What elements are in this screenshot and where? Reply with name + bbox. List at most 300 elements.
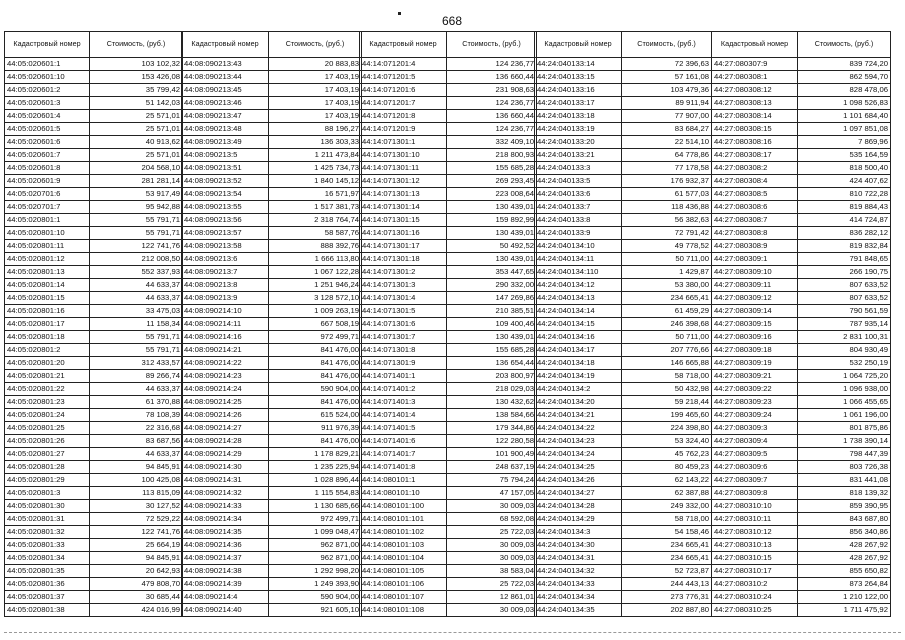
table-row — [5, 409, 183, 422]
table-row — [5, 292, 183, 305]
cadastral-number-cell: 44:05:020701:7 — [5, 201, 90, 214]
cost-cell: 83 684,27 — [622, 123, 712, 136]
cost-cell: 1 425 734,73 — [269, 162, 362, 175]
cost-cell: 147 269,86 — [447, 292, 537, 305]
table-row — [182, 175, 362, 188]
cost-cell: 266 190,75 — [798, 266, 891, 279]
cadastral-number-cell: 44:14:080101:101 — [360, 513, 447, 526]
table-row — [182, 435, 362, 448]
cadastral-number-cell: 44:24:040134:10 — [535, 240, 622, 253]
cadastral-number-cell: 44:14:071301:18 — [360, 253, 447, 266]
cadastral-number-cell: 44:27:080310:15 — [712, 552, 798, 565]
cost-cell: 130 439,01 — [447, 253, 537, 266]
cost-cell: 204 568,10 — [90, 162, 183, 175]
header-cadastral-number: Кадастровый номер — [712, 32, 798, 58]
cadastral-number-cell: 44:24:040134:3 — [535, 526, 622, 539]
cost-cell: 218 800,93 — [447, 149, 537, 162]
cadastral-number-cell: 44:05:020801:17 — [5, 318, 90, 331]
cadastral-number-cell: 44:08:090214:23 — [182, 370, 269, 383]
table-row — [712, 604, 891, 617]
header-cadastral-number: Кадастровый номер — [535, 32, 622, 58]
cadastral-number-cell: 44:24:040133:15 — [535, 71, 622, 84]
table-row — [712, 552, 891, 565]
cost-cell: 50 711,00 — [622, 253, 712, 266]
table-row — [360, 396, 537, 409]
table-row — [360, 71, 537, 84]
table-row — [182, 578, 362, 591]
table-row — [535, 474, 712, 487]
cost-cell: 55 791,71 — [90, 331, 183, 344]
table-row — [712, 149, 891, 162]
cadastral-number-cell: 44:05:020601:8 — [5, 162, 90, 175]
cadastral-number-cell: 44:08:090213:6 — [182, 253, 269, 266]
cost-cell: 479 808,70 — [90, 578, 183, 591]
table-row — [360, 552, 537, 565]
table-row — [535, 578, 712, 591]
table-row — [535, 175, 712, 188]
cadastral-number-cell: 44:27:080310:11 — [712, 513, 798, 526]
cadastral-number-cell: 44:14:080101:104 — [360, 552, 447, 565]
cadastral-number-cell: 44:08:090214:27 — [182, 422, 269, 435]
cadastral-number-cell: 44:14:080101:1 — [360, 474, 447, 487]
table-row — [360, 240, 537, 253]
table-row — [182, 409, 362, 422]
cadastral-number-cell: 44:14:071301:6 — [360, 318, 447, 331]
cadastral-number-cell: 44:24:040133:19 — [535, 123, 622, 136]
cost-cell: 818 500,40 — [798, 162, 891, 175]
cadastral-number-cell: 44:27:080310:17 — [712, 565, 798, 578]
cadastral-number-cell: 44:14:071201:7 — [360, 97, 447, 110]
cost-cell: 59 218,44 — [622, 396, 712, 409]
cadastral-number-cell: 44:14:071401:4 — [360, 409, 447, 422]
cadastral-number-cell: 44:05:020801:15 — [5, 292, 90, 305]
table-row — [360, 344, 537, 357]
cost-cell: 30 685,44 — [90, 591, 183, 604]
cadastral-number-cell: 44:08:090213:5 — [182, 149, 269, 162]
cadastral-number-cell: 44:08:090213:54 — [182, 188, 269, 201]
table-row — [360, 331, 537, 344]
cost-cell: 53 324,40 — [622, 435, 712, 448]
cost-cell: 1 028 896,44 — [269, 474, 362, 487]
cost-cell: 972 499,71 — [269, 513, 362, 526]
cost-cell: 17 403,19 — [269, 97, 362, 110]
table-row — [535, 110, 712, 123]
table-row — [5, 435, 183, 448]
cost-cell: 136 654,44 — [447, 357, 537, 370]
table-row — [360, 578, 537, 591]
cadastral-number-cell: 44:14:071301:5 — [360, 305, 447, 318]
cost-cell: 862 594,70 — [798, 71, 891, 84]
cadastral-number-cell: 44:05:020801:25 — [5, 422, 90, 435]
table-row — [535, 123, 712, 136]
cost-cell: 312 433,57 — [90, 357, 183, 370]
table-row — [182, 279, 362, 292]
table-row — [535, 266, 712, 279]
table-row — [535, 214, 712, 227]
cadastral-number-cell: 44:08:090213:48 — [182, 123, 269, 136]
cost-cell: 855 650,82 — [798, 565, 891, 578]
cost-cell: 203 800,97 — [447, 370, 537, 383]
cost-cell: 40 913,62 — [90, 136, 183, 149]
cost-cell: 22 514,10 — [622, 136, 712, 149]
table-row — [712, 97, 891, 110]
cadastral-number-cell: 44:24:040133:14 — [535, 58, 622, 71]
cost-cell: 281 281,14 — [90, 175, 183, 188]
table-row — [182, 58, 362, 71]
cost-cell: 58 718,00 — [622, 370, 712, 383]
cadastral-number-cell: 44:08:090214:10 — [182, 305, 269, 318]
cadastral-number-cell: 44:27:080307:9 — [712, 58, 798, 71]
cadastral-number-cell: 44:27:080308:5 — [712, 188, 798, 201]
cadastral-number-cell: 44:24:040134:32 — [535, 565, 622, 578]
cadastral-number-cell: 44:27:080309:22 — [712, 383, 798, 396]
cost-cell: 224 398,80 — [622, 422, 712, 435]
cost-cell: 49 778,52 — [622, 240, 712, 253]
cadastral-number-cell: 44:27:080309:21 — [712, 370, 798, 383]
cadastral-number-cell: 44:27:080309:19 — [712, 357, 798, 370]
cost-cell: 790 561,59 — [798, 305, 891, 318]
table-row — [712, 357, 891, 370]
cadastral-number-cell: 44:05:020801:36 — [5, 578, 90, 591]
table-row — [712, 188, 891, 201]
cadastral-number-cell: 44:27:080310:13 — [712, 539, 798, 552]
table-row — [360, 370, 537, 383]
cost-cell: 819 832,84 — [798, 240, 891, 253]
cadastral-number-cell: 44:27:080309:23 — [712, 396, 798, 409]
cost-cell: 124 236,77 — [447, 123, 537, 136]
cadastral-number-cell: 44:14:071401:6 — [360, 435, 447, 448]
cost-cell: 841 476,00 — [269, 357, 362, 370]
table-row — [5, 84, 183, 97]
table-row — [535, 331, 712, 344]
cost-cell: 1 517 381,73 — [269, 201, 362, 214]
cost-cell: 103 102,32 — [90, 58, 183, 71]
cadastral-number-cell: 44:14:080101:102 — [360, 526, 447, 539]
cadastral-number-cell: 44:05:020601:2 — [5, 84, 90, 97]
cadastral-number-cell: 44:24:040134:35 — [535, 604, 622, 617]
cost-cell: 30 127,52 — [90, 500, 183, 513]
table-row — [5, 331, 183, 344]
cadastral-number-cell: 44:08:090214:28 — [182, 435, 269, 448]
cost-cell: 841 476,00 — [269, 370, 362, 383]
cost-cell: 859 390,95 — [798, 500, 891, 513]
table-row — [182, 201, 362, 214]
table-row — [712, 279, 891, 292]
table-row — [360, 136, 537, 149]
cadastral-number-cell: 44:27:080310:2 — [712, 578, 798, 591]
cost-cell: 89 911,94 — [622, 97, 712, 110]
cost-cell: 791 848,65 — [798, 253, 891, 266]
cost-cell: 72 791,42 — [622, 227, 712, 240]
cadastral-number-cell: 44:14:071401:7 — [360, 448, 447, 461]
table-row — [712, 227, 891, 240]
cost-cell: 212 008,50 — [90, 253, 183, 266]
cost-cell: 424 407,62 — [798, 175, 891, 188]
cadastral-number-cell: 44:14:080101:103 — [360, 539, 447, 552]
table-row — [712, 253, 891, 266]
table-row — [182, 149, 362, 162]
cost-cell: 798 447,39 — [798, 448, 891, 461]
cadastral-number-cell: 44:24:040134:110 — [535, 266, 622, 279]
table-row — [535, 435, 712, 448]
cost-cell: 75 794,24 — [447, 474, 537, 487]
cadastral-number-cell: 44:24:040134:17 — [535, 344, 622, 357]
cost-cell: 962 871,00 — [269, 552, 362, 565]
cost-cell: 535 164,59 — [798, 149, 891, 162]
cadastral-number-cell: 44:27:080308:7 — [712, 214, 798, 227]
cadastral-number-cell: 44:14:071301:13 — [360, 188, 447, 201]
cost-cell: 246 398,68 — [622, 318, 712, 331]
header-cadastral-number: Кадастровый номер — [360, 32, 447, 58]
table-header-row — [712, 32, 891, 58]
cadastral-number-cell: 44:08:090213:46 — [182, 97, 269, 110]
cost-cell: 101 900,49 — [447, 448, 537, 461]
table-row — [182, 396, 362, 409]
cost-cell: 1 249 393,90 — [269, 578, 362, 591]
table-row — [712, 214, 891, 227]
cost-cell: 103 479,36 — [622, 84, 712, 97]
cost-cell: 807 633,52 — [798, 279, 891, 292]
cadastral-number-cell: 44:24:040133:9 — [535, 227, 622, 240]
cadastral-number-cell: 44:14:071301:11 — [360, 162, 447, 175]
table-row — [535, 396, 712, 409]
table-row — [5, 305, 183, 318]
cost-cell: 1 840 145,12 — [269, 175, 362, 188]
table-row — [182, 591, 362, 604]
cost-cell: 207 776,66 — [622, 344, 712, 357]
cost-cell: 80 459,23 — [622, 461, 712, 474]
cost-cell: 911 976,39 — [269, 422, 362, 435]
cadastral-number-cell: 44:24:040134:33 — [535, 578, 622, 591]
cost-cell: 47 157,05 — [447, 487, 537, 500]
cadastral-number-cell: 44:27:080309:10 — [712, 266, 798, 279]
cadastral-number-cell: 44:27:080308:15 — [712, 123, 798, 136]
table-row — [535, 149, 712, 162]
cost-cell: 118 436,88 — [622, 201, 712, 214]
table-row — [5, 578, 183, 591]
cadastral-number-cell: 44:14:071401:5 — [360, 422, 447, 435]
table-row — [360, 318, 537, 331]
table-row — [712, 136, 891, 149]
cost-cell: 146 665,88 — [622, 357, 712, 370]
table-row — [5, 565, 183, 578]
table-row — [535, 58, 712, 71]
cadastral-number-cell: 44:14:071301:10 — [360, 149, 447, 162]
table-row — [535, 201, 712, 214]
cadastral-number-cell: 44:14:071301:15 — [360, 214, 447, 227]
cost-cell: 25 571,01 — [90, 123, 183, 136]
cost-cell: 1 429,87 — [622, 266, 712, 279]
cadastral-number-cell: 44:08:090213:45 — [182, 84, 269, 97]
table-row — [360, 123, 537, 136]
cadastral-number-cell: 44:24:040134:29 — [535, 513, 622, 526]
cadastral-number-cell: 44:24:040134:22 — [535, 422, 622, 435]
table-header-row — [182, 32, 362, 58]
table-row — [360, 500, 537, 513]
table-row — [182, 604, 362, 617]
cost-cell: 68 592,08 — [447, 513, 537, 526]
cost-cell: 61 370,88 — [90, 396, 183, 409]
table-row — [5, 149, 183, 162]
cadastral-number-cell: 44:14:071301:16 — [360, 227, 447, 240]
cost-cell: 159 892,99 — [447, 214, 537, 227]
cost-cell: 62 143,22 — [622, 474, 712, 487]
cost-cell: 55 791,71 — [90, 344, 183, 357]
table-row — [182, 513, 362, 526]
table-row — [712, 162, 891, 175]
cost-cell: 25 664,19 — [90, 539, 183, 552]
table-row — [182, 227, 362, 240]
cadastral-number-cell: 44:14:071301:1 — [360, 136, 447, 149]
table-row — [5, 123, 183, 136]
table-row — [535, 539, 712, 552]
table-row — [360, 279, 537, 292]
table-row — [360, 474, 537, 487]
cost-cell: 332 409,10 — [447, 136, 537, 149]
cost-cell: 25 571,01 — [90, 110, 183, 123]
table-row — [5, 58, 183, 71]
cadastral-number-cell: 44:27:080309:11 — [712, 279, 798, 292]
table-row — [182, 526, 362, 539]
cadastral-number-cell: 44:24:040133:16 — [535, 84, 622, 97]
cadastral-number-cell: 44:05:020601:7 — [5, 149, 90, 162]
cost-cell: 11 158,34 — [90, 318, 183, 331]
table-row — [182, 318, 362, 331]
cadastral-number-cell: 44:27:080308:16 — [712, 136, 798, 149]
cadastral-number-cell: 44:27:080309:18 — [712, 344, 798, 357]
cadastral-number-cell: 44:27:080310:12 — [712, 526, 798, 539]
cadastral-number-cell: 44:24:040134:11 — [535, 253, 622, 266]
cost-cell: 136 660,44 — [447, 71, 537, 84]
table-row — [360, 526, 537, 539]
cadastral-number-cell: 44:05:020801:13 — [5, 266, 90, 279]
cadastral-number-cell: 44:24:040133:7 — [535, 201, 622, 214]
cost-cell: 153 426,08 — [90, 71, 183, 84]
table-row — [360, 162, 537, 175]
cadastral-number-cell: 44:24:040134:23 — [535, 435, 622, 448]
cadastral-number-cell: 44:14:071201:5 — [360, 71, 447, 84]
cadastral-number-cell: 44:08:090214:34 — [182, 513, 269, 526]
table-row — [712, 123, 891, 136]
cadastral-number-cell: 44:24:040134:2 — [535, 383, 622, 396]
cadastral-number-cell: 44:27:080309:12 — [712, 292, 798, 305]
table-row — [182, 305, 362, 318]
cost-cell: 53 380,00 — [622, 279, 712, 292]
cadastral-number-cell: 44:14:080101:108 — [360, 604, 447, 617]
table-row — [712, 370, 891, 383]
table-row — [360, 604, 537, 617]
cadastral-number-cell: 44:24:040133:20 — [535, 136, 622, 149]
cost-cell: 819 884,43 — [798, 201, 891, 214]
table-row — [535, 565, 712, 578]
table-row — [360, 435, 537, 448]
cost-cell: 44 633,37 — [90, 279, 183, 292]
cost-cell: 44 633,37 — [90, 383, 183, 396]
table-row — [360, 214, 537, 227]
cadastral-number-cell: 44:05:020801:16 — [5, 305, 90, 318]
cost-cell: 16 571,97 — [269, 188, 362, 201]
cost-cell: 210 385,51 — [447, 305, 537, 318]
table-row — [182, 240, 362, 253]
cost-cell: 94 845,91 — [90, 461, 183, 474]
cadastral-number-cell: 44:27:080308:4 — [712, 175, 798, 188]
cost-cell: 1 178 829,21 — [269, 448, 362, 461]
cadastral-number-cell: 44:24:040133:5 — [535, 175, 622, 188]
cost-cell: 1 738 390,14 — [798, 435, 891, 448]
table-row — [360, 149, 537, 162]
table-row — [5, 162, 183, 175]
table-row — [360, 266, 537, 279]
table-row — [535, 513, 712, 526]
cost-cell: 77 178,58 — [622, 162, 712, 175]
cadastral-number-cell: 44:14:080101:107 — [360, 591, 447, 604]
cadastral-table-2 — [181, 31, 362, 617]
table-row — [5, 175, 183, 188]
table-row — [535, 97, 712, 110]
cadastral-number-cell: 44:27:080310:25 — [712, 604, 798, 617]
cadastral-number-cell: 44:27:080308:1 — [712, 71, 798, 84]
cost-cell: 30 009,03 — [447, 500, 537, 513]
header-cost: Стоимость, (руб.) — [269, 32, 362, 58]
cost-cell: 841 476,00 — [269, 396, 362, 409]
table-row — [535, 357, 712, 370]
cost-cell: 20 883,83 — [269, 58, 362, 71]
table-row — [5, 370, 183, 383]
table-row — [5, 526, 183, 539]
cost-cell: 25 571,01 — [90, 149, 183, 162]
table-row — [535, 162, 712, 175]
table-row — [712, 513, 891, 526]
cost-cell: 109 400,46 — [447, 318, 537, 331]
cost-cell: 921 605,10 — [269, 604, 362, 617]
cadastral-number-cell: 44:14:080101:106 — [360, 578, 447, 591]
table-row — [360, 292, 537, 305]
cost-cell: 888 392,76 — [269, 240, 362, 253]
cadastral-number-cell: 44:27:080309:16 — [712, 331, 798, 344]
cost-cell: 244 443,13 — [622, 578, 712, 591]
cost-cell: 1 251 946,24 — [269, 279, 362, 292]
cost-cell: 94 845,91 — [90, 552, 183, 565]
table-row — [182, 331, 362, 344]
table-row — [182, 162, 362, 175]
cost-cell: 124 236,77 — [447, 58, 537, 71]
header-cost: Стоимость, (руб.) — [622, 32, 712, 58]
table-row — [182, 500, 362, 513]
cadastral-number-cell: 44:08:090213:55 — [182, 201, 269, 214]
cadastral-number-cell: 44:05:020801:22 — [5, 383, 90, 396]
table-row — [360, 58, 537, 71]
cost-cell: 223 008,64 — [447, 188, 537, 201]
table-row — [5, 357, 183, 370]
cost-cell: 30 009,03 — [447, 552, 537, 565]
cost-cell: 52 723,87 — [622, 565, 712, 578]
cost-cell: 1 115 554,83 — [269, 487, 362, 500]
cadastral-number-cell: 44:08:090213:44 — [182, 71, 269, 84]
cadastral-number-cell: 44:05:020601:6 — [5, 136, 90, 149]
cadastral-number-cell: 44:24:040134:13 — [535, 292, 622, 305]
cost-cell: 176 932,37 — [622, 175, 712, 188]
cost-cell: 33 475,03 — [90, 305, 183, 318]
table-row — [712, 422, 891, 435]
table-row — [712, 500, 891, 513]
cadastral-number-cell: 44:24:040134:19 — [535, 370, 622, 383]
table-row — [535, 422, 712, 435]
table-row — [535, 500, 712, 513]
cadastral-number-cell: 44:14:071301:9 — [360, 357, 447, 370]
cost-cell: 130 439,01 — [447, 227, 537, 240]
table-row — [182, 188, 362, 201]
cost-cell: 590 904,00 — [269, 383, 362, 396]
